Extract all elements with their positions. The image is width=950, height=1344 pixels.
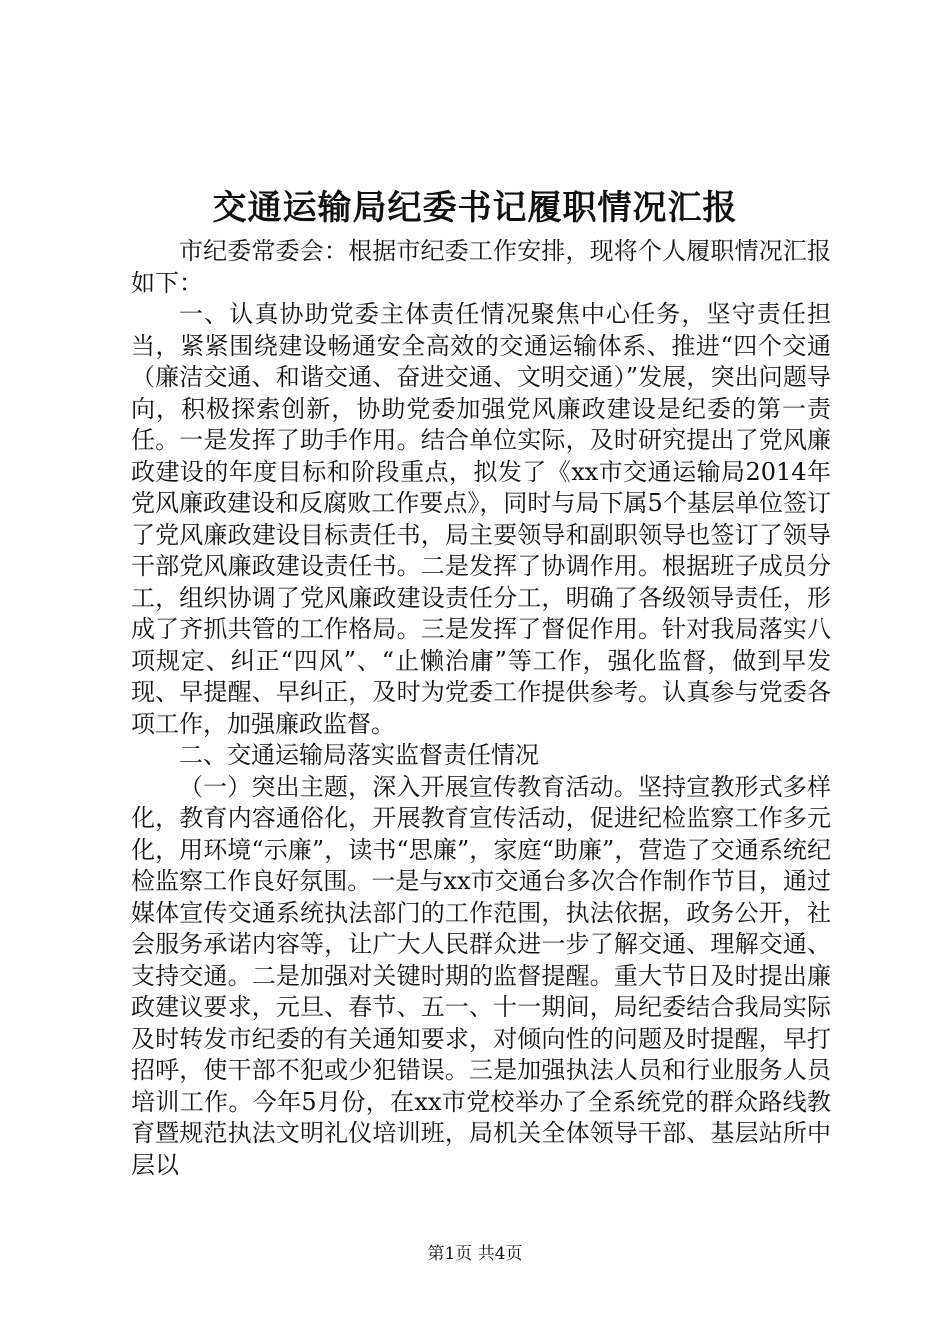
subsection-one-paragraph: （一）突出主题，深入开展宣传教育活动。坚持宣教形式多样化，教育内容通俗化，开展教育宣传活动，促进纪检监察工作多元化，用环境“示廉”，读书“思廉”，家庭“助廉”，营造了交通系统纪检监察工作良好氛围。一是与xx市交通台多次合作制作节目，通过媒体宣传交通系统执法部门的工作范围，执法依据，政务公开，社会服务承诺内容等，让广大人民群众进一步了解交通、理解交通、支持交通。二是加强对关键时期的监督提醒。重大节日及时提出廉政建议要求，元旦、春节、五一、十一期间，局纪委结合我局实际及时转发市纪委的有关通知要求，对倾向性的问题及时提醒，早打招呼，使干部不犯或少犯错误。三是加强执法人员和行业服务人员培训工作。今年5月份，在xx市党校举办了全系统党的群众路线教育暨规范执法文明礼仪培训班，局机关全体领导干部、基层站所中层以: [131, 772, 831, 1179]
section-two-heading: 二、交通运输局落实监督责任情况: [179, 741, 539, 769]
document-title: 交通运输局纪委书记履职情况汇报: [212, 188, 738, 228]
page-footer: 第1页 共4页: [427, 1244, 523, 1264]
document-body: [131, 236, 831, 1181]
section-one-paragraph: 一、认真协助党委主体责任情况聚焦中心任务，坚守责任担当，紧紧围绕建设畅通安全高效的交通运输体系、推进“四个交通（廉洁交通、和谐交通、奋进交通、文明交通）”发展，突出问题导向，积极探索创新，协助党委加强党风廉政建设是纪委的第一责任。一是发挥了助手作用。结合单位实际，及时研究提出了党风廉政建设的年度目标和阶段重点，拟发了《xx市交通运输局2014年党风廉政建设和反腐败工作要点》，同时与局下属5个基层单位签订了党风廉政建设目标责任书，局主要领导和副职领导也签订了领导干部党风廉政建设责任书。二是发挥了协调作用。根据班子成员分工，组织协调了党风廉政建设责任分工，明确了各级领导责任，形成了齐抓共管的工作格局。三是发挥了督促作用。针对我局落实八项规定、纠正“四风”、“止懒治庸”等工作，强化监督，做到早发现、早提醒、早纠正，及时为党委工作提供参考。认真参与党委各项工作，加强廉政监督。: [131, 300, 831, 738]
salutation-paragraph: 市纪委常委会：根据市纪委工作安排，现将个人履职情况汇报如下：: [131, 237, 831, 297]
